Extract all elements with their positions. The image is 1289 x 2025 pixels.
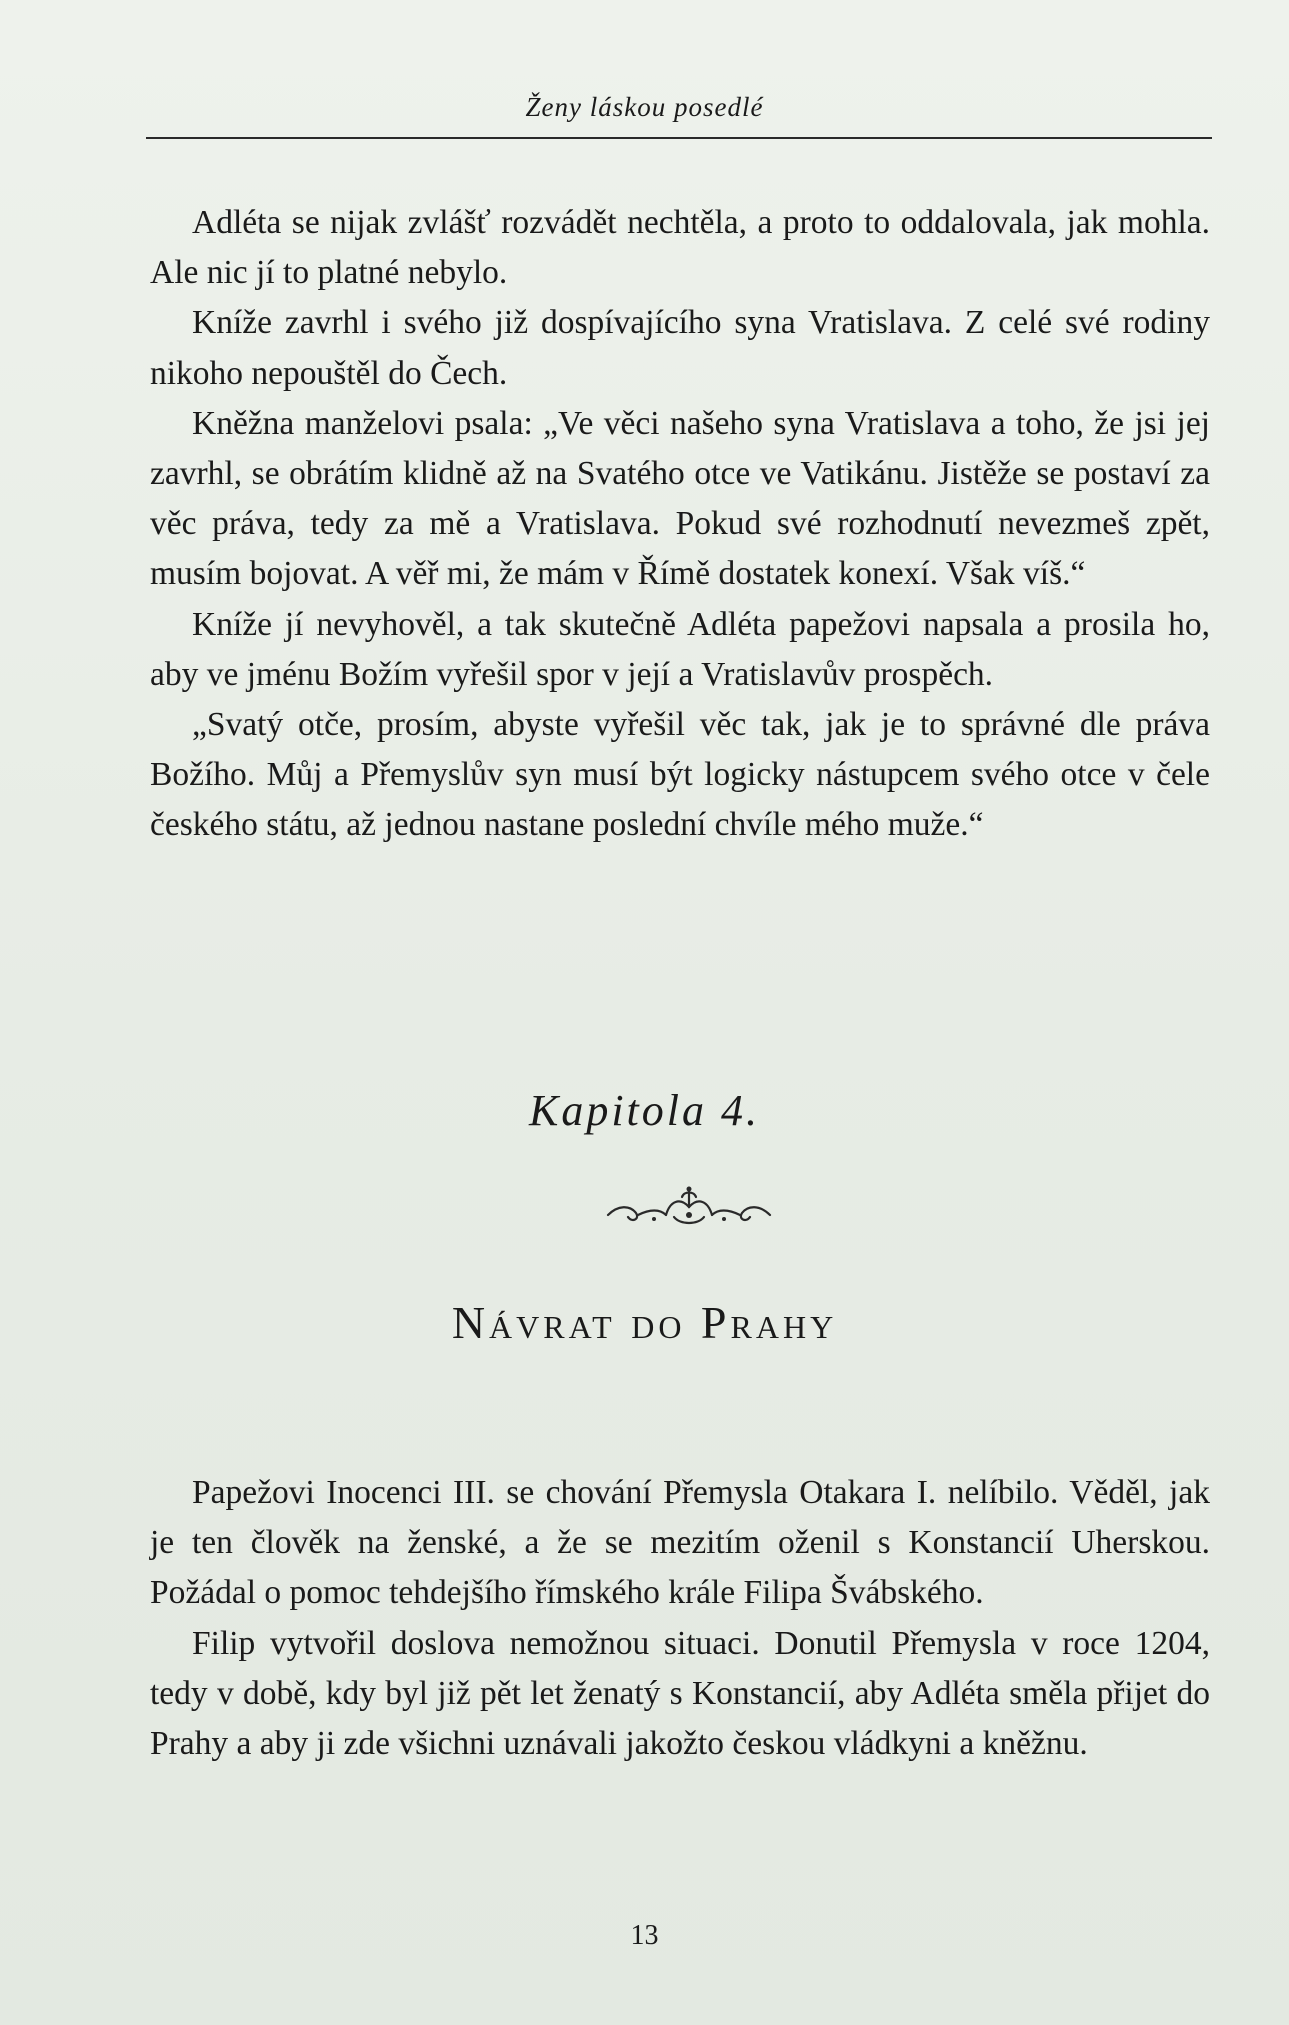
paragraph: Adléta se nijak zvlášť rozvádět nechtěla, a proto to oddalovala, jak mohla. Ale nic jí to platné nebylo. xyxy=(150,204,1210,292)
paragraph: „Svatý otče, prosím, abyste vyřešil věc tak, jak je to správné dle práva Božího. Můj a Přemyslův syn musí být logicky nástupcem svého otce v čele českého státu, až jednou nastane poslední chvíle mého muže.“ xyxy=(150,706,1210,844)
paragraph: Kníže jí nevyhověl, a tak skutečně Adléta papežovi napsala a prosila ho, aby ve jménu Božím vyřešil spor v její a Vratislavův prospěch. xyxy=(150,605,1210,693)
text-block-top xyxy=(150,198,1210,851)
page-number: 13 xyxy=(630,1920,659,1951)
paragraph: Filip vytvořil doslova nemožnou situaci. Donutil Přemysla v roce 1204, tedy v době, kdy byl již pět let ženatý s Konstancií, aby Adléta směla přijet do Prahy a aby ji zde všichni uznávali jakožto českou vládkyni a kněžnu. xyxy=(150,1624,1210,1763)
chapter-label: Kapitola 4. xyxy=(528,1086,761,1135)
paragraph: Papežovi Inocenci III. se chování Přemysla Otakara I. nelíbilo. Věděl, jak je ten člověk na ženské, a že se mezitím oženil s Konstancií Uherskou. Požádal o pomoc tehdejšího římského krále Filipa Švábského. xyxy=(150,1474,1210,1612)
paragraph: Kníže zavrhl i svého již dospívajícího syna Vratislava. Z celé své rodiny nikoho nepouštěl do Čech. xyxy=(150,304,1210,392)
text-block-bottom xyxy=(150,1468,1210,1769)
ornament-flourish-icon xyxy=(604,1185,774,1231)
running-head: Ženy láskou posedlé xyxy=(525,92,764,122)
paragraph: Kněžna manželovi psala: „Ve věci našeho syna Vratislava a toho, že jsi jej zavrhl, se obrátím klidně až na Svatého otce ve Vatikánu. Jistěže se postaví za věc práva, tedy za mě a Vratislava. Pokud své rozhodnutí nevezmeš zpět, musím bojovat. A věř mi, že mám v Římě dostatek konexí. Však víš.“ xyxy=(150,404,1210,593)
header-rule xyxy=(146,137,1212,139)
chapter-title: Návrat do Prahy xyxy=(451,1297,838,1348)
